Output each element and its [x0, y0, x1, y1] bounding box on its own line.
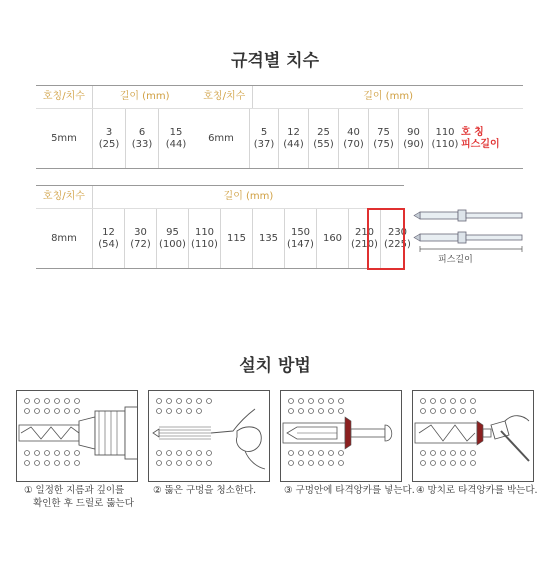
table1-size-6mm: 6mm	[193, 109, 250, 168]
table1-header-name-2: 호칭/치수	[196, 86, 252, 108]
table1-header-len-2: 길이 (mm)	[253, 86, 523, 108]
anchor-length-label: 피스길이	[438, 255, 473, 265]
legend-length: 피스길이	[461, 138, 500, 150]
table2-header-len: 길이 (mm)	[223, 191, 274, 202]
step-1-panel	[16, 390, 138, 482]
hammer-icon	[413, 391, 533, 481]
table1-cell: 25 (55)	[309, 109, 339, 168]
legend-name: 호 칭	[461, 126, 484, 138]
step-1-caption: ① 일정한 지름과 깊이를 확인한 후 드릴로 뚫는다	[24, 485, 134, 509]
drill-icon	[17, 391, 137, 481]
spec-table-1	[36, 86, 523, 108]
table1-legend	[461, 109, 517, 168]
table1-size-5mm: 5mm	[36, 109, 93, 168]
step-2-panel	[148, 390, 270, 482]
spec-table-2-body	[36, 209, 414, 268]
table1-header-name-1: 호칭/치수	[36, 86, 92, 108]
spec-table-1-body	[36, 109, 517, 168]
spec-title: 규격별 치수	[230, 51, 320, 71]
highlight-box	[367, 208, 405, 270]
table2-bottom-line	[36, 268, 404, 269]
table2-header-name: 호칭/치수	[36, 186, 92, 208]
step-4-caption: ④ 망치로 타격앙카를 박는다.	[416, 485, 538, 496]
table2-cell-highlighted: 230 (225)	[384, 226, 411, 250]
table2-size-8mm: 8mm	[36, 209, 93, 268]
anchor-insert-icon	[281, 391, 401, 481]
table1-cell: 110 (110)	[431, 126, 459, 150]
table2-cell: 30 (72)	[125, 209, 157, 268]
table1-cell: 75 (75)	[369, 109, 399, 168]
table2-cell: 110 (110)	[189, 209, 221, 268]
table1-cell: 15 (44)	[165, 126, 187, 150]
table1-cell: 40 (70)	[339, 109, 369, 168]
table1-bottom-line	[36, 168, 523, 169]
table1-cell: 3 (25)	[93, 109, 126, 168]
table1-cell: 12 (44)	[279, 109, 309, 168]
step-3-caption: ③ 구멍안에 타격앙카를 넣는다.	[284, 485, 415, 496]
install-title: 설치 방법	[239, 356, 311, 376]
spec-table-2	[36, 186, 404, 208]
brush-icon	[149, 391, 269, 481]
table1-header-len-1: 길이 (mm)	[119, 91, 170, 102]
table2-cell: 150 (147)	[285, 209, 317, 268]
table2-cell: 135	[253, 209, 285, 268]
table2-cell: 160	[317, 209, 349, 268]
table2-cell: 210 (210)	[349, 209, 381, 268]
table1-cell: 90 (90)	[399, 109, 429, 168]
table2-cell: 95 (100)	[157, 209, 189, 268]
table2-cell: 12 (54)	[93, 209, 125, 268]
step-4-panel	[412, 390, 534, 482]
table1-cell: 6 (33)	[126, 109, 159, 168]
step-3-panel	[280, 390, 402, 482]
step-2-caption: ② 뚫은 구멍을 청소한다.	[153, 485, 257, 496]
table1-cell: 5 (37)	[250, 109, 279, 168]
table2-cell: 115	[221, 209, 253, 268]
